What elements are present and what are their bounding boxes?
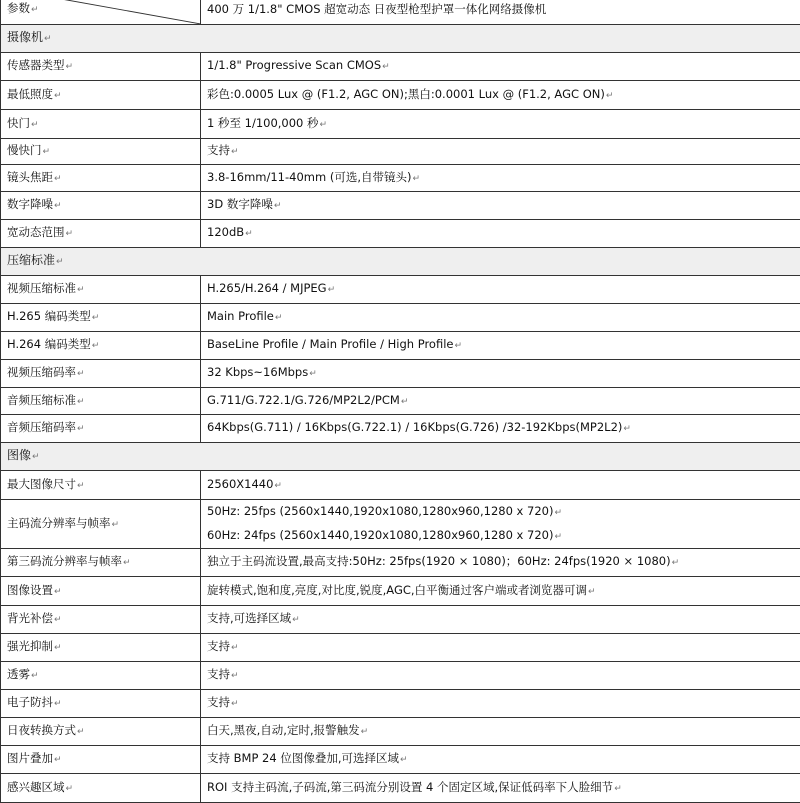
param-name: 最低照度 <box>7 87 53 101</box>
param-name: 传感器类型 <box>7 58 65 72</box>
table-row: 图像设置↵ 旋转模式,饱和度,亮度,对比度,锐度,AGC,白平衡通过客户端或者浏览器可调↵ <box>1 577 800 606</box>
table-row: H.265 编码类型↵ Main Profile↵ <box>1 304 800 332</box>
param-name: 感兴趣区域 <box>7 780 65 794</box>
param-value: 支持 BMP 24 位图像叠加,可选择区域 <box>207 751 399 765</box>
table-row: 音频压缩码率↵ 64Kbps(G.711) / 16Kbps(G.722.1) / 16Kbps(G.726) /32-192Kbps(MP2L2)↵ <box>1 415 800 443</box>
table-row: 音频压缩标准↵ G.711/G.722.1/G.726/MP2L2/PCM↵ <box>1 388 800 415</box>
param-name: H.265 编码类型 <box>7 309 91 323</box>
param-name: 主码流分辨率与帧率 <box>7 516 111 530</box>
param-value: 3.8-16mm/11-40mm (可选,自带镜头) <box>207 170 411 184</box>
param-name: 宽动态范围 <box>7 225 65 239</box>
param-name: 快门 <box>7 116 30 130</box>
section-row-compression: 压缩标准↵ <box>1 248 800 276</box>
param-value: 支持,可选择区域 <box>207 611 291 625</box>
table-row: 透雾↵ 支持↵ <box>1 662 800 690</box>
table-row: 镜头焦距↵ 3.8-16mm/11-40mm (可选,自带镜头)↵ <box>1 165 800 192</box>
param-name: 强光抑制 <box>7 639 53 653</box>
param-value: 旋转模式,饱和度,亮度,对比度,锐度,AGC,白平衡通过客户端或者浏览器可调 <box>207 583 587 597</box>
param-value: 32 Kbps~16Mbps <box>207 365 308 379</box>
header-title: 400 万 1/1.8" CMOS 超宽动态 日夜型枪型护罩一体化网络摄像机 <box>201 0 800 25</box>
param-name: 透雾 <box>7 667 30 681</box>
param-value-2: 60Hz: 24fps (2560x1440,1920x1080,1280x960,1280 x 720) <box>207 528 553 542</box>
table-row: 图片叠加↵ 支持 BMP 24 位图像叠加,可选择区域↵ <box>1 746 800 774</box>
param-value: 白天,黑夜,自动,定时,报警触发 <box>207 723 360 737</box>
param-name: 镜头焦距 <box>7 170 53 184</box>
param-value: 50Hz: 25fps (2560x1440,1920x1080,1280x960,1280 x 720) <box>207 504 553 518</box>
param-value: 支持 <box>207 695 230 709</box>
table-row: 强光抑制↵ 支持↵ <box>1 634 800 662</box>
param-value: Main Profile <box>207 309 274 323</box>
table-row: H.264 编码类型↵ BaseLine Profile / Main Profile / High Profile↵ <box>1 332 800 360</box>
table-row: 主码流分辨率与帧率↵ 50Hz: 25fps (2560x1440,1920x1080,1280x960,1280 x 720)↵ 60Hz: 24fps (2560x1440,1920x1080,1280x960,1280 x 720)↵ <box>1 500 800 549</box>
param-value: ROI 支持主码流,子码流,第三码流分别设置 4 个固定区域,保证低码率下人脸细节 <box>207 780 613 794</box>
table-row: 最低照度↵ 彩色:0.0005 Lux @ (F1.2, AGC ON);黑白:0.0001 Lux @ (F1.2, AGC ON)↵ <box>1 81 800 110</box>
table-row: 传感器类型↵ 1/1.8" Progressive Scan CMOS↵ <box>1 53 800 81</box>
param-name: 视频压缩标准 <box>7 281 76 295</box>
section-title: 压缩标准 <box>7 253 55 267</box>
param-name: 日夜转换方式 <box>7 723 76 737</box>
param-value: 彩色:0.0005 Lux @ (F1.2, AGC ON);黑白:0.0001 Lux @ (F1.2, AGC ON) <box>207 87 605 101</box>
table-row: 背光补偿↵ 支持,可选择区域↵ <box>1 606 800 634</box>
param-value: BaseLine Profile / Main Profile / High Profile <box>207 337 453 351</box>
table-row: 最大图像尺寸↵ 2560X1440↵ <box>1 471 800 500</box>
table-row: 第三码流分辨率与帧率↵ 独立于主码流设置,最高支持:50Hz: 25fps(1920 × 1080)；60Hz: 24fps(1920 × 1080)↵ <box>1 549 800 577</box>
param-value: 2560X1440 <box>207 477 273 491</box>
param-value: 独立于主码流设置,最高支持:50Hz: 25fps(1920 × 1080)；60Hz: 24fps(1920 × 1080) <box>207 554 671 568</box>
param-name: 数字降噪 <box>7 197 53 211</box>
param-value: 支持 <box>207 143 230 157</box>
table-row: 快门↵ 1 秒至 1/100,000 秒↵ <box>1 110 800 139</box>
param-name: 最大图像尺寸 <box>7 477 76 491</box>
param-name: H.264 编码类型 <box>7 337 91 351</box>
param-value: 支持 <box>207 667 230 681</box>
header-label: 参数 <box>7 1 30 15</box>
section-title: 图像 <box>7 448 31 462</box>
param-name: 图像设置 <box>7 583 53 597</box>
param-name: 音频压缩标准 <box>7 393 76 407</box>
table-row: 电子防抖↵ 支持↵ <box>1 690 800 718</box>
param-name: 视频压缩码率 <box>7 365 76 379</box>
param-value: 1/1.8" Progressive Scan CMOS <box>207 58 381 72</box>
section-title: 摄像机 <box>7 30 43 44</box>
header-label-cell: 参数↵ <box>1 0 201 25</box>
param-name: 音频压缩码率 <box>7 420 76 434</box>
param-value: 1 秒至 1/100,000 秒 <box>207 116 319 130</box>
param-value: H.265/H.264 / MJPEG <box>207 281 327 295</box>
table-row: 视频压缩码率↵ 32 Kbps~16Mbps↵ <box>1 360 800 388</box>
table-row: 宽动态范围↵ 120dB↵ <box>1 220 800 248</box>
table-header-row <box>1 0 800 25</box>
table-row: 日夜转换方式↵ 白天,黑夜,自动,定时,报警触发↵ <box>1 718 800 746</box>
param-value: 3D 数字降噪 <box>207 197 273 211</box>
param-name: 背光补偿 <box>7 611 53 625</box>
table-row: 感兴趣区域↵ ROI 支持主码流,子码流,第三码流分别设置 4 个固定区域,保证低码率下人脸细节↵ <box>1 774 800 803</box>
param-name: 电子防抖 <box>7 695 53 709</box>
param-value: G.711/G.722.1/G.726/MP2L2/PCM <box>207 393 400 407</box>
table-row: 视频压缩标准↵ H.265/H.264 / MJPEG↵ <box>1 276 800 304</box>
param-name: 第三码流分辨率与帧率 <box>7 554 122 568</box>
param-name: 慢快门 <box>7 143 42 157</box>
section-row-camera: 摄像机↵ <box>1 25 800 53</box>
table-row: 慢快门↵ 支持↵ <box>1 139 800 165</box>
section-row-image: 图像↵ <box>1 443 800 471</box>
param-value: 支持 <box>207 639 230 653</box>
param-value: 120dB <box>207 225 244 239</box>
param-name: 图片叠加 <box>7 751 53 765</box>
table-row: 数字降噪↵ 3D 数字降噪↵ <box>1 192 800 220</box>
param-value: 64Kbps(G.711) / 16Kbps(G.722.1) / 16Kbps(G.726) /32-192Kbps(MP2L2) <box>207 420 622 434</box>
